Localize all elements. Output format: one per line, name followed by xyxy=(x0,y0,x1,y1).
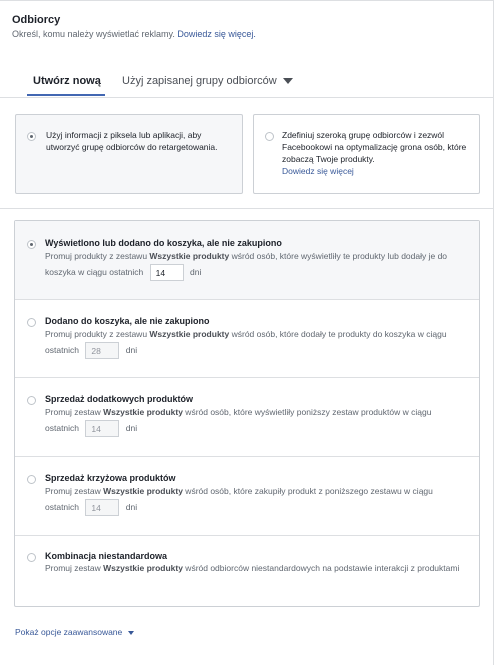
broad-audience-learn-more-link[interactable]: Dowiedz się więcej xyxy=(282,166,354,176)
choice-retargeting-text: Użyj informacji z piksela lub aplikacji, aby utworzyć grupę odbiorców do retargetowania. xyxy=(46,130,218,152)
learn-more-link[interactable]: Dowiedz się więcej. xyxy=(177,29,256,39)
subtitle-text: Określ, komu należy wyświetlać reklamy. xyxy=(12,29,175,39)
tab-create-new[interactable]: Utwórz nową xyxy=(33,75,101,87)
radio-upsell[interactable] xyxy=(27,396,36,405)
choice-broad-audience[interactable] xyxy=(253,114,480,194)
product-set-name: Wszystkie produkty xyxy=(149,251,230,261)
tab-saved-audience-label: Użyj zapisanej grupy odbiorców xyxy=(122,75,277,87)
radio-broad-audience[interactable] xyxy=(265,132,274,141)
option-added-to-cart-desc: Promuj produkty z zestawu Wszystkie produkty wśród osób, które dodały te produkty do koszyka w ciągu ostatnich 28 dni xyxy=(45,326,465,359)
option-custom-combination-desc: Promuj zestaw Wszystkie produkty wśród odbiorców niestandardowych na podstawie interakcji z produktami xyxy=(45,563,460,573)
option-cross-sell-title: Sprzedaż krzyżowa produktów xyxy=(45,473,176,483)
option-custom-combination-title: Kombinacja niestandardowa xyxy=(45,551,168,561)
option-viewed-or-added[interactable] xyxy=(15,221,479,299)
radio-custom-combination[interactable] xyxy=(27,553,36,562)
audience-tabs xyxy=(0,67,494,97)
days-unit: dni xyxy=(190,267,202,277)
choice-retargeting[interactable] xyxy=(15,114,243,194)
product-set-name: Wszystkie produkty xyxy=(149,329,230,339)
show-advanced-options-link[interactable] xyxy=(15,627,134,637)
option-viewed-or-added-title: Wyświetlono lub dodano do koszyka, ale nie zakupiono xyxy=(45,238,282,248)
radio-retargeting[interactable] xyxy=(27,132,36,141)
option-added-to-cart[interactable] xyxy=(15,300,479,377)
caret-down-icon xyxy=(128,631,134,635)
tab-saved-audience[interactable] xyxy=(122,75,293,87)
caret-down-icon xyxy=(283,78,293,84)
tabs-divider xyxy=(0,97,494,98)
option-viewed-or-added-desc: Promuj produkty z zestawu Wszystkie produkty wśród osób, które wyświetliły te produkty lub dodały je do koszyka w ciągu ostatnich 14 dni xyxy=(45,248,465,281)
option-upsell-title: Sprzedaż dodatkowych produktów xyxy=(45,394,194,404)
product-set-name: Wszystkie produkty xyxy=(103,486,183,496)
option-cross-sell-desc: Promuj zestaw Wszystkie produkty wśród osób, które zakupiły produkt z poniższego zestawu w ciągu ostatnich 14 dni xyxy=(45,483,465,516)
days-input[interactable]: 14 xyxy=(150,264,184,281)
option-upsell[interactable] xyxy=(15,378,479,456)
section-subtitle xyxy=(12,29,256,39)
product-set-name: Wszystkie produkty xyxy=(103,563,183,573)
choice-broad-audience-desc: Zdefiniuj szeroką grupę odbiorców i zezwól Facebookowi na optymalizację grona osób, które zobaczą Twoje produkty. xyxy=(282,130,467,164)
product-set-name: Wszystkie produkty xyxy=(103,407,183,417)
option-custom-combination[interactable] xyxy=(15,536,479,606)
choice-broad-audience-text xyxy=(282,129,474,177)
option-added-to-cart-title: Dodano do koszyka, ale nie zakupiono xyxy=(45,316,210,326)
radio-viewed-or-added[interactable] xyxy=(27,240,36,249)
radio-added-to-cart[interactable] xyxy=(27,318,36,327)
days-input[interactable]: 14 xyxy=(85,499,119,516)
active-tab-indicator xyxy=(27,94,105,96)
days-input[interactable]: 28 xyxy=(85,342,119,359)
option-upsell-desc: Promuj zestaw Wszystkie produkty wśród osób, które wyświetliły poniższy zestaw produktów w ciągu ostatnich 14 dni xyxy=(45,404,465,437)
option-cross-sell[interactable] xyxy=(15,457,479,535)
days-unit: dni xyxy=(125,423,138,433)
radio-cross-sell[interactable] xyxy=(27,475,36,484)
choices-divider xyxy=(0,208,494,209)
section-title: Odbiorcy xyxy=(12,14,61,26)
days-unit: dni xyxy=(125,502,138,512)
days-input[interactable]: 14 xyxy=(85,420,119,437)
days-unit: dni xyxy=(125,345,138,355)
retargeting-options xyxy=(14,220,480,607)
show-advanced-options-label: Pokaż opcje zaawansowane xyxy=(15,627,123,637)
